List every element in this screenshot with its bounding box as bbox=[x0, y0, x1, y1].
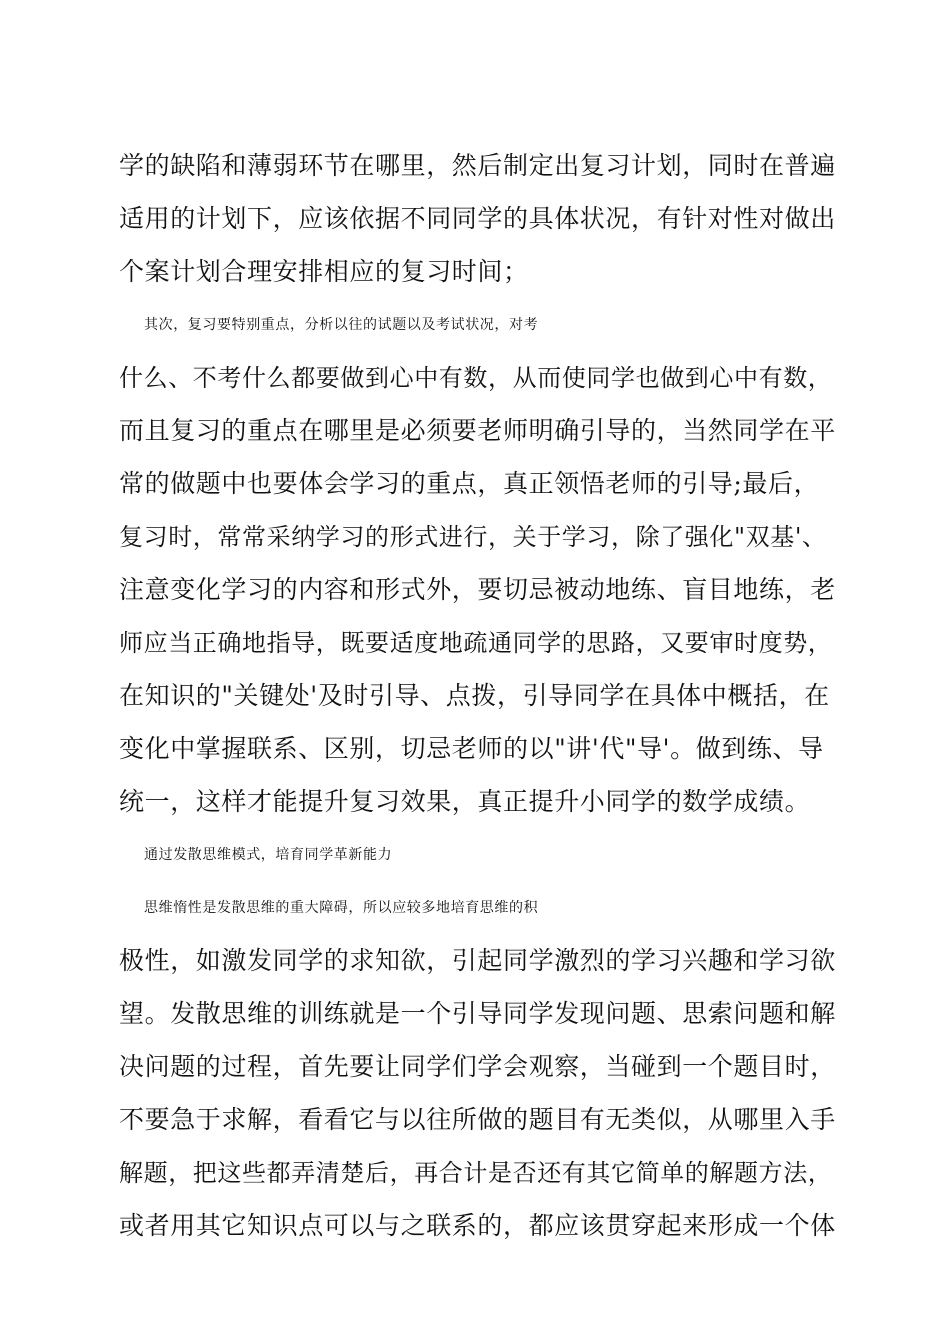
text-line: 师应当正确地指导，既要适度地疏通同学的思路，又要审时度势， bbox=[119, 629, 833, 657]
text-line: 统一，这样才能提升复习效果，真正提升小同学的数学成绩。 bbox=[119, 787, 811, 816]
text-line: 极性，如激发同学的求知欲，引起同学激烈的学习兴趣和学习欲 bbox=[119, 946, 836, 975]
text-line: 个案计划合理安排相应的复习时间； bbox=[119, 257, 529, 286]
text-line: 在知识的"关键处'及时引导、点拨，引导同学在具体中概括，在 bbox=[119, 681, 830, 710]
text-line: 学的缺陷和薄弱环节在哪里，然后制定出复习计划，同时在普遍 bbox=[119, 151, 836, 180]
text-line: 而且复习的重点在哪里是必须要老师明确引导的，当然同学在平 bbox=[119, 416, 836, 445]
text-line: 不要急于求解，看看它与以往所做的题目有无类似，从哪里入手 bbox=[119, 1105, 836, 1134]
text-line: 解题，把这些都弄清楚后，再合计是否还有其它简单的解题方法， bbox=[119, 1159, 833, 1187]
text-line: 复习时，常常采纳学习的形式进行，关于学习，除了强化"双基'、 bbox=[119, 523, 827, 551]
text-line: 决问题的过程，首先要让同学们学会观察，当碰到一个题目时， bbox=[119, 1052, 836, 1081]
text-line: 注意变化学习的内容和形式外，要切忌被动地练、盲目地练，老 bbox=[119, 575, 836, 604]
text-line: 望。发散思维的训练就是一个引导同学发现问题、思索问题和解 bbox=[119, 999, 836, 1028]
text-line: 常的做题中也要体会学习的重点，真正领悟老师的引导;最后， bbox=[119, 469, 820, 498]
text-line: 变化中掌握联系、区别，切忌老师的以"讲'代"导'。做到练、导 bbox=[119, 734, 824, 763]
text-line: 什么、不考什么都要做到心中有数，从而使同学也做到心中有数， bbox=[119, 364, 833, 392]
text-line: 适用的计划下，应该依据不同同学的具体状况，有针对性对做出 bbox=[119, 204, 836, 233]
text-line: 其次，复习要特别重点，分析以往的试题以及考试状况，对考 bbox=[144, 317, 539, 333]
text-line: 思维惰性是发散思维的重大障碍，所以应较多地培育思维的积 bbox=[144, 900, 539, 916]
section-heading: 通过发散思维模式，培育同学革新能力 bbox=[144, 847, 393, 863]
text-line: 或者用其它知识点可以与之联系的，都应该贯穿起来形成一个体 bbox=[119, 1211, 836, 1240]
